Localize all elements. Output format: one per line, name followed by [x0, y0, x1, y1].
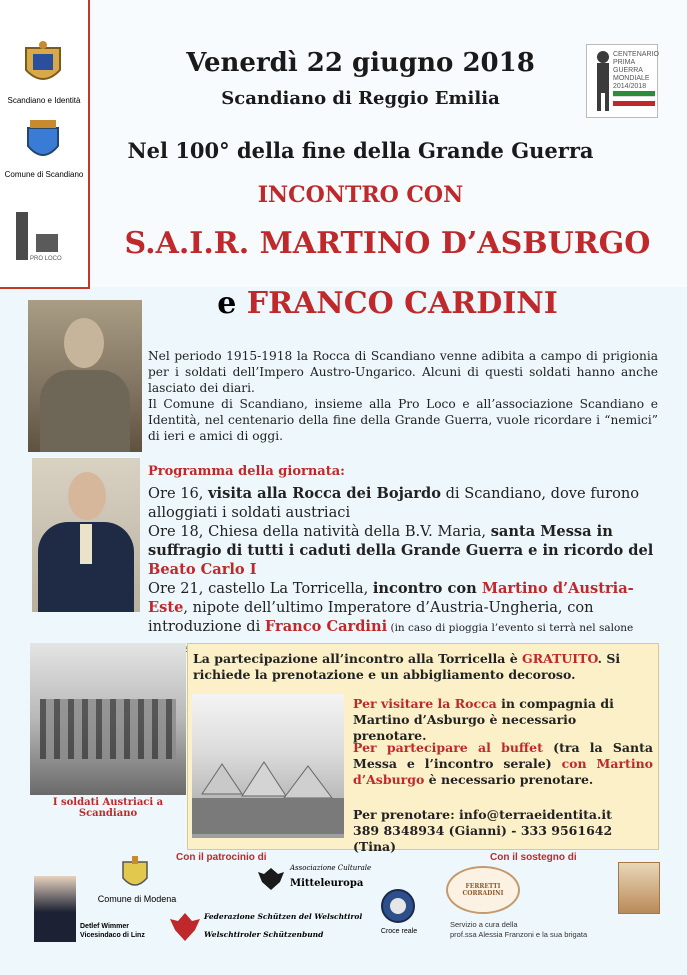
sidebar [0, 0, 90, 289]
mitteleuropa-line2: Mitteleuropa [290, 878, 364, 889]
croce-label: Croce reale [380, 928, 418, 935]
restaurant-logo [618, 862, 660, 914]
intro-paragraph-2: Il Comune di Scandiano, insieme alla Pro Loco e all’associazione Scandiano e Identità, nel centenario della fine della Grande Guerra, vuole ricordare i “nemici” di ieri e amici di oggi. [148, 397, 658, 443]
centenary-badge [586, 44, 658, 118]
guest2-line [88, 286, 687, 321]
tents-photo [192, 694, 344, 838]
program-item-1: Ore 16, visita alla Rocca dei Bojardo di Scandiano, dove furono alloggiati i soldati austriaci [148, 485, 640, 521]
schuetzen-line1: Federazione Schützen del Welschtirol [204, 912, 363, 921]
info-paragraph-1: La partecipazione all’incontro alla Torricella è GRATUITO. Si richiede la prenotazione e un abbigliamento decoroso. [193, 651, 621, 682]
program-item-3: Ore 21, castello La Torricella, incontro con Martino d’Austria-Este, nipote dell’ultimo Imperatore d’Austria-Ungheria, con introduzione di Franco Cardini (in caso di pioggia l’evento si terrà nel salone [148, 580, 634, 635]
booking-info [353, 807, 653, 855]
event-date: Venerdì 22 giugno 2018 [186, 48, 535, 78]
portrait-uniform [40, 370, 130, 452]
patronage-label: Con il patrocinio di [176, 852, 267, 863]
mitteleuropa-line1: Associazione Culturale [290, 864, 372, 872]
guest1-name: S.A.I.R. MARTINO D’ASBURGO [124, 226, 651, 261]
schuetzen-line2: Welschtiroler Schützenbund [204, 930, 324, 939]
ferretti-logo [446, 866, 520, 914]
sidebar-logo1-label: Scandiano e Identità [7, 96, 81, 105]
modena-label: Comune di Modena [97, 894, 177, 904]
meet-heading: INCONTRO CON [257, 182, 464, 208]
person-caption [80, 922, 145, 940]
intro-text [148, 348, 658, 444]
photo-caption: I soldati Austriaci a Scandiano [52, 797, 164, 819]
modena-crest-icon [120, 856, 150, 892]
coat-of-arms-icon [22, 40, 64, 90]
double-eagle-icon [256, 864, 286, 894]
badge-text: CENTENARIO PRIMA GUERRA MONDIALE 2014/2018 [613, 51, 659, 90]
portrait-face [64, 318, 104, 368]
croce-reale-logo-icon [380, 888, 416, 924]
info-paragraph-3: Per partecipare al buffet (tra la Santa Messa e l’incontro serale) con Martino d’Asburgo è necessario prenotare. [353, 740, 653, 787]
sidebar-logo3-label: PRO LOCO [30, 256, 62, 262]
intro-paragraph-1: Nel periodo 1915-1918 la Rocca di Scandiano venne adibita a campo di prigionia per i soldati dell’Impero Austro-Ungarico. Alcuni di questi soldati hanno anche lasciato dei diari. [148, 349, 658, 395]
detlef-photo [34, 876, 76, 942]
ferretti-label: FERRETTI CORRADINI [462, 883, 504, 897]
flag-stripe-red [613, 101, 655, 106]
martino-portrait-photo [32, 458, 140, 612]
booking-email: Per prenotare: info@terraeidentita.it [353, 807, 612, 822]
person-name: Detlef Wimmer [80, 923, 129, 930]
guest2-prefix: e [217, 286, 237, 321]
tents-illustration-icon [192, 734, 344, 834]
event-place: Scandiano di Reggio Emilia [221, 88, 500, 109]
soldiers-group [40, 699, 176, 759]
guest2-name: FRANCO CARDINI [246, 286, 558, 321]
municipal-crest-icon [24, 118, 62, 166]
portrait-face-2 [68, 472, 106, 520]
support-label: Con il sostegno di [490, 852, 577, 863]
event-occasion: Nel 100° della fine della Grande Guerra [127, 138, 594, 163]
sidebar-logo2-label: Comune di Scandiano [4, 170, 84, 179]
program-list [148, 484, 658, 659]
booking-phones: 389 8348934 (Gianni) - 333 9561642 (Tina) [353, 823, 613, 854]
info-paragraph-2: Per visitare la Rocca in compagnia di Martino d’Asburgo è necessario prenotare. [353, 696, 614, 743]
program-heading: Programma della giornata: [148, 464, 345, 479]
service-caption: Servizio a cura della prof.ssa Alessia Franzoni e la sua brigata [450, 920, 588, 939]
soldiers-photo [30, 643, 186, 795]
portrait-tie [80, 524, 92, 564]
emperor-portrait-photo [28, 300, 142, 452]
person-role: Vicesindaco di Linz [80, 932, 145, 939]
red-eagle-icon [168, 910, 202, 944]
program-item-2: Ore 18, Chiesa della natività della B.V. Maria, santa Messa in suffragio di tutti i caduti della Grande Guerra e in ricordo del Beato Carlo I [148, 523, 654, 578]
